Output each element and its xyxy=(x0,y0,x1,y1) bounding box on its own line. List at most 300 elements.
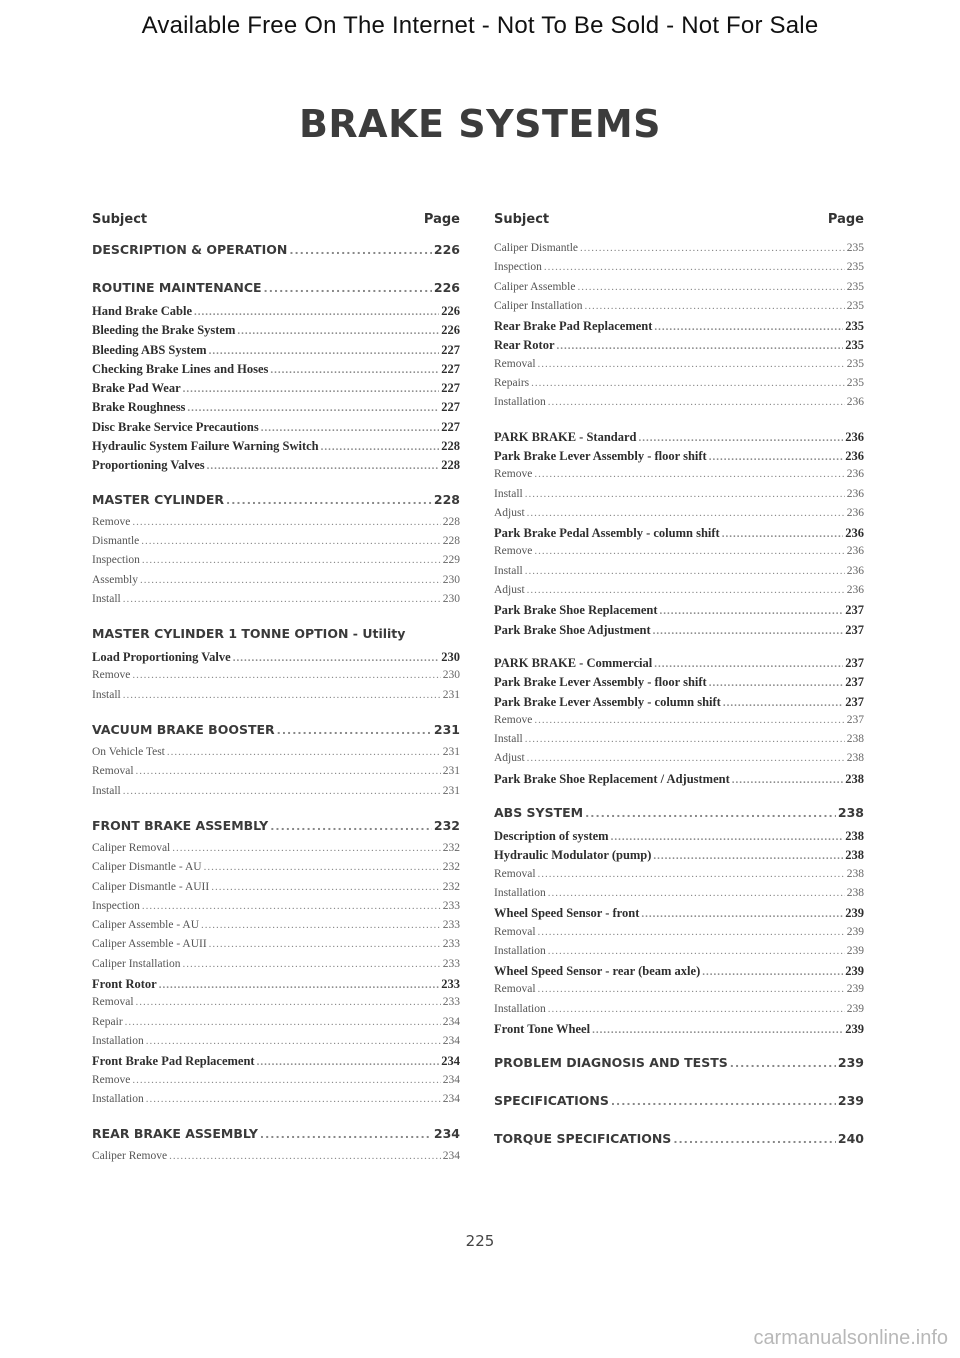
toc-entry-page: 228 xyxy=(433,491,460,507)
dot-leader xyxy=(592,1024,843,1036)
toc-entry xyxy=(92,458,460,477)
toc-entry xyxy=(494,887,864,906)
toc-entry-label: Caliper Removal xyxy=(92,841,171,854)
toc-section xyxy=(494,1093,864,1117)
toc-entry-page: 235 xyxy=(846,280,864,293)
toc-entry-page: 234 xyxy=(442,1034,460,1047)
toc-entry xyxy=(92,650,460,669)
toc-entry-page: 236 xyxy=(846,506,864,519)
toc-entry xyxy=(92,881,460,900)
dot-leader xyxy=(123,593,441,605)
dot-leader xyxy=(136,765,441,777)
dot-leader xyxy=(611,831,844,843)
site-watermark: carmanualsonline.info xyxy=(753,1327,948,1349)
toc-entry-label: Removal xyxy=(494,867,536,880)
dot-leader xyxy=(125,1016,441,1028)
toc-entry-label: Hydraulic Modulator (pump) xyxy=(494,848,652,863)
toc-entry xyxy=(494,675,864,694)
toc-entry-page: 234 xyxy=(433,1126,460,1142)
toc-entry xyxy=(494,848,864,867)
dot-leader xyxy=(538,983,845,995)
toc-entry-label: Caliper Assemble - AUII xyxy=(92,938,207,951)
toc-entry-label: Park Brake Shoe Adjustment xyxy=(494,622,651,637)
toc-entry xyxy=(92,280,460,304)
dot-leader xyxy=(207,460,440,472)
toc-entry-page: 233 xyxy=(442,957,460,970)
toc-entry-page: 236 xyxy=(846,584,864,597)
toc-entry-page: 238 xyxy=(846,752,864,765)
toc-entry xyxy=(494,468,864,487)
toc-entry xyxy=(494,868,864,887)
toc-entry xyxy=(494,772,864,791)
toc-entry-page: 237 xyxy=(845,675,864,690)
toc-entry-page: 230 xyxy=(442,573,460,586)
dot-leader xyxy=(204,861,441,873)
toc-entry-label: Installation xyxy=(92,1092,144,1105)
toc-entry xyxy=(92,343,460,362)
toc-entry xyxy=(92,400,460,419)
toc-entry-page: 229 xyxy=(442,554,460,567)
toc-entry-label: Installation xyxy=(494,944,546,957)
toc-entry xyxy=(92,381,460,400)
dot-leader xyxy=(641,908,843,920)
toc-entry-page: 228 xyxy=(442,515,460,528)
toc-entry-label: Checking Brake Lines and Hoses xyxy=(92,361,269,376)
toc-entry-label: Park Brake Shoe Replacement / Adjustment xyxy=(494,771,730,786)
dot-leader xyxy=(611,1095,836,1108)
page-heading: Page xyxy=(423,211,460,227)
dot-leader xyxy=(544,261,845,273)
toc-entry-label: Removal xyxy=(494,983,536,996)
toc-entry-page: 238 xyxy=(846,886,864,899)
toc-entry-label: Park Brake Pedal Assembly - column shift xyxy=(494,526,720,541)
toc-entry xyxy=(92,746,460,765)
dot-leader xyxy=(194,306,439,318)
toc-entry xyxy=(92,554,460,573)
toc-entry-page: 227 xyxy=(441,342,460,357)
toc-entry-label: PARK BRAKE - Commercial xyxy=(494,655,653,670)
toc-left-entries xyxy=(92,242,460,1169)
toc-entry xyxy=(92,669,460,688)
dot-leader xyxy=(183,383,440,395)
dot-leader xyxy=(548,887,845,899)
toc-entry-page: 239 xyxy=(845,1021,864,1036)
dot-leader xyxy=(142,900,441,912)
toc-section xyxy=(92,280,460,478)
toc-entry-page: 232 xyxy=(442,880,460,893)
toc-section xyxy=(494,1131,864,1155)
toc-entry-label: Park Brake Shoe Replacement xyxy=(494,603,658,618)
dot-leader xyxy=(557,340,844,352)
dot-leader xyxy=(548,945,845,957)
toc-entry-label: Install xyxy=(494,733,523,746)
toc-entry xyxy=(494,945,864,964)
toc-entry-label: Install xyxy=(92,592,121,605)
toc-entry-page: 235 xyxy=(846,357,864,370)
toc-entry-page: 234 xyxy=(441,1054,460,1069)
dot-leader xyxy=(584,300,844,312)
toc-entry xyxy=(92,516,460,535)
toc-entry-label: Install xyxy=(92,688,121,701)
toc-entry xyxy=(494,281,864,300)
toc-entry xyxy=(494,358,864,377)
dot-leader xyxy=(237,325,439,337)
toc-entry-page: 236 xyxy=(846,487,864,500)
toc-entry-label: Adjust xyxy=(494,584,525,597)
toc-section xyxy=(92,818,460,1112)
toc-entry-label: ROUTINE MAINTENANCE xyxy=(92,280,262,295)
toc-entry xyxy=(92,861,460,880)
toc-entry-label: Remove xyxy=(92,669,131,682)
toc-entry-page: 228 xyxy=(442,534,460,547)
toc-entry-label: Removal xyxy=(494,925,536,938)
toc-entry-page: 239 xyxy=(846,944,864,957)
column-header xyxy=(494,206,864,232)
toc-section xyxy=(494,242,864,416)
dot-leader xyxy=(723,697,843,709)
toc-entry-page: 235 xyxy=(846,261,864,274)
toc-entry-label: REAR BRAKE ASSEMBLY xyxy=(92,1126,258,1142)
toc-entry-label: Brake Roughness xyxy=(92,400,186,415)
toc-section xyxy=(92,626,460,708)
toc-entry xyxy=(494,926,864,945)
toc-entry-page: 233 xyxy=(441,977,460,992)
toc-entry xyxy=(92,593,460,612)
dot-leader xyxy=(167,746,441,758)
toc-entry xyxy=(494,964,864,983)
toc-entry xyxy=(494,829,864,848)
dot-leader xyxy=(146,1035,441,1047)
dot-leader xyxy=(538,358,845,370)
toc-entry-page: 238 xyxy=(845,771,864,786)
toc-entry-page: 226 xyxy=(433,242,460,257)
toc-entry xyxy=(494,695,864,714)
dot-leader xyxy=(527,507,845,519)
dot-leader xyxy=(289,244,432,257)
dot-leader xyxy=(580,242,845,254)
toc-entry-label: Caliper Dismantle - AUII xyxy=(92,880,210,893)
toc-entry-label: Disc Brake Service Precautions xyxy=(92,419,259,434)
page-heading: Page xyxy=(827,211,864,227)
toc-entry-page: 236 xyxy=(845,448,864,463)
toc-entry-label: Adjust xyxy=(494,752,525,765)
toc-entry-label: MASTER CYLINDER xyxy=(92,491,225,507)
dot-leader xyxy=(660,605,844,617)
dot-leader xyxy=(142,554,441,566)
toc-entry-page: 230 xyxy=(442,592,460,605)
toc-entry-page: 227 xyxy=(441,419,460,434)
dot-leader xyxy=(577,281,844,293)
toc-entry-label: Park Brake Lever Assembly - floor shift xyxy=(494,448,707,463)
toc-entry-label: DESCRIPTION & OPERATION xyxy=(92,242,288,257)
toc-entry-label: Hydraulic System Failure Warning Switch xyxy=(92,439,319,454)
toc-entry-page: 236 xyxy=(846,545,864,558)
dot-leader xyxy=(211,881,441,893)
toc-entry-label: Installation xyxy=(494,886,546,899)
page-header-notice: Available Free On The Internet - Not To Be Sold - Not For Sale xyxy=(141,12,819,39)
toc-entry-label: TORQUE SPECIFICATIONS xyxy=(494,1131,672,1147)
toc-entry-label: Rear Brake Pad Replacement xyxy=(494,319,653,334)
toc-entry-label: Caliper Installation xyxy=(92,957,181,970)
toc-entry xyxy=(92,535,460,554)
toc-entry xyxy=(92,818,460,842)
toc-entry-page: 231 xyxy=(442,765,460,778)
toc-entry-label: Caliper Assemble xyxy=(494,280,576,293)
dot-leader xyxy=(585,807,836,820)
toc-entry-label: Adjust xyxy=(494,506,525,519)
dot-leader xyxy=(233,652,440,664)
toc-entry xyxy=(494,584,864,603)
toc-entry-page: 233 xyxy=(442,996,460,1009)
toc-entry-page: 232 xyxy=(442,841,460,854)
dot-leader xyxy=(141,535,440,547)
toc-entry-label: Front Rotor xyxy=(92,977,157,992)
toc-entry xyxy=(494,430,864,449)
toc-entry-page: 227 xyxy=(441,400,460,415)
toc-entry xyxy=(92,1016,460,1035)
toc-entry xyxy=(92,420,460,439)
toc-entry-page: 234 xyxy=(442,1073,460,1086)
dot-leader xyxy=(653,625,844,637)
dot-leader xyxy=(132,669,440,681)
toc-entry-label: Rear Rotor xyxy=(494,338,555,353)
toc-entry-page: 228 xyxy=(441,458,460,473)
toc-entry-page: 234 xyxy=(442,1015,460,1028)
toc-entry-page: 237 xyxy=(845,622,864,637)
toc-entry-label: FRONT BRAKE ASSEMBLY xyxy=(92,817,269,833)
toc-entry xyxy=(494,805,864,829)
toc-entry-label: Wheel Speed Sensor - rear (beam axle) xyxy=(494,964,701,979)
toc-entry-label: Repair xyxy=(92,1015,123,1028)
dot-leader xyxy=(132,516,440,528)
toc-entry-label: Wheel Speed Sensor - front xyxy=(494,906,640,921)
dot-leader xyxy=(534,714,844,726)
dot-leader xyxy=(730,1057,836,1070)
toc-entry xyxy=(494,603,864,622)
toc-entry-label: Dismantle xyxy=(92,534,140,547)
dot-leader xyxy=(534,545,844,557)
dot-leader xyxy=(172,842,441,854)
toc-entry xyxy=(494,733,864,752)
dot-leader xyxy=(673,1133,836,1146)
toc-entry xyxy=(494,1055,864,1079)
toc-entry-label: Park Brake Lever Assembly - column shift xyxy=(494,694,721,709)
toc-entry xyxy=(92,1126,460,1150)
toc-entry-page: 235 xyxy=(845,319,864,334)
toc-entry-page: 231 xyxy=(433,722,460,738)
dot-leader xyxy=(132,1074,440,1086)
dot-leader xyxy=(654,321,843,333)
subject-heading: Subject xyxy=(494,211,550,227)
toc-entry-label: PARK BRAKE - Standard xyxy=(494,429,637,444)
toc-entry xyxy=(92,362,460,381)
toc-column-right xyxy=(494,206,864,1169)
dot-leader xyxy=(123,689,441,701)
toc-entry-label: Installation xyxy=(494,1002,546,1015)
subject-heading: Subject xyxy=(92,211,148,227)
dot-leader xyxy=(525,733,845,745)
toc-entry-label: Caliper Dismantle - AU xyxy=(92,861,202,874)
toc-entry-label: PROBLEM DIAGNOSIS AND TESTS xyxy=(494,1055,728,1071)
dot-leader xyxy=(182,958,440,970)
dot-leader xyxy=(257,1056,440,1068)
toc-entry-page: 227 xyxy=(441,381,460,396)
dot-leader xyxy=(136,996,441,1008)
toc-entry-label: ABS SYSTEM xyxy=(494,805,584,821)
toc-entry xyxy=(92,304,460,323)
toc-entry-page: 238 xyxy=(845,829,864,844)
toc-entry-page: 233 xyxy=(442,899,460,912)
dot-leader xyxy=(732,774,844,786)
dot-leader xyxy=(709,677,844,689)
toc-entry xyxy=(92,492,460,516)
toc-entry-label: MASTER CYLINDER 1 TONNE OPTION - Utility xyxy=(92,626,406,642)
dot-leader xyxy=(702,966,843,978)
toc-entry-page: 238 xyxy=(846,733,864,746)
dot-leader xyxy=(140,574,441,586)
toc-entry-label: Install xyxy=(494,487,523,500)
toc-entry-page: 235 xyxy=(846,377,864,390)
toc-entry-page: 230 xyxy=(441,650,460,665)
toc-entry xyxy=(494,242,864,261)
column-header xyxy=(92,206,460,232)
toc-entry xyxy=(92,323,460,342)
dot-leader xyxy=(226,494,432,507)
dot-leader xyxy=(270,820,432,833)
toc-entry xyxy=(92,689,460,708)
toc-entry-page: 238 xyxy=(837,805,864,821)
toc-entry xyxy=(92,439,460,458)
toc-entry xyxy=(494,906,864,925)
toc-entry-page: 239 xyxy=(837,1055,864,1071)
toc-entry-label: Brake Pad Wear xyxy=(92,381,181,396)
toc-entry-label: Install xyxy=(92,784,121,797)
toc-entry-page: 237 xyxy=(845,694,864,709)
toc-entry-page: 235 xyxy=(846,299,864,312)
toc-entry-page: 233 xyxy=(442,919,460,932)
toc-section xyxy=(92,492,460,612)
dot-leader xyxy=(525,565,845,577)
toc-entry-page: 235 xyxy=(845,338,864,353)
toc-entry-label: Caliper Installation xyxy=(494,299,583,312)
dot-leader xyxy=(639,432,844,444)
dot-leader xyxy=(527,752,845,764)
toc-entry xyxy=(494,983,864,1002)
toc-entry-label: Park Brake Lever Assembly - floor shift xyxy=(494,675,707,690)
toc-entry-page: 237 xyxy=(846,713,864,726)
toc-entry-label: Remove xyxy=(494,713,533,726)
toc-entry xyxy=(92,1074,460,1093)
toc-entry xyxy=(92,1093,460,1112)
toc-section xyxy=(494,1055,864,1079)
toc-entry-page: 236 xyxy=(845,526,864,541)
toc-entry-label: Caliper Dismantle xyxy=(494,242,578,254)
dot-leader xyxy=(146,1093,441,1105)
toc-entry xyxy=(494,1022,864,1041)
dot-leader xyxy=(159,979,440,991)
toc-entry xyxy=(494,449,864,468)
toc-entry-label: VACUUM BRAKE BOOSTER xyxy=(92,722,275,738)
toc-entry-label: Installation xyxy=(92,1034,144,1047)
toc-entry xyxy=(494,300,864,319)
toc-entry-label: Repairs xyxy=(494,377,530,390)
toc-entry-page: 239 xyxy=(845,906,864,921)
toc-entry-page: 226 xyxy=(441,323,460,338)
dot-leader xyxy=(201,919,441,931)
toc-entry-label: Inspection xyxy=(494,261,542,274)
toc-entry xyxy=(92,785,460,804)
toc-entry xyxy=(92,765,460,784)
dot-leader xyxy=(722,528,844,540)
toc-entry xyxy=(92,722,460,746)
toc-entry-page: 235 xyxy=(846,242,864,254)
toc-entry-label: Inspection xyxy=(92,899,140,912)
dot-leader xyxy=(527,584,845,596)
dot-leader xyxy=(209,938,441,950)
toc-entry-page: 231 xyxy=(442,784,460,797)
toc-entry xyxy=(92,977,460,996)
toc-entry xyxy=(92,919,460,938)
dot-leader xyxy=(654,658,843,670)
toc-entry xyxy=(494,377,864,396)
toc-entry xyxy=(92,958,460,977)
toc-entry xyxy=(494,319,864,338)
toc-entry xyxy=(92,626,460,650)
toc-entry-page: 239 xyxy=(846,1002,864,1015)
dot-leader xyxy=(169,1150,441,1162)
toc-entry xyxy=(494,714,864,733)
dot-leader xyxy=(525,488,845,500)
toc-entry xyxy=(494,623,864,642)
dot-leader xyxy=(548,1003,845,1015)
toc-entry-page: 237 xyxy=(845,655,864,670)
toc-entry-page: 236 xyxy=(846,564,864,577)
toc-entry-label: Bleeding the Brake System xyxy=(92,323,236,338)
toc-entry xyxy=(494,1003,864,1022)
page-number: 225 xyxy=(465,1232,495,1250)
toc-entry-page: 238 xyxy=(846,867,864,880)
dot-leader xyxy=(709,451,844,463)
toc-right-entries xyxy=(494,242,864,1155)
toc-section xyxy=(92,722,460,804)
toc-entry xyxy=(92,938,460,957)
toc-section xyxy=(494,430,864,642)
toc-entry xyxy=(494,565,864,584)
toc-entry-page: 239 xyxy=(837,1093,864,1109)
dot-leader xyxy=(531,377,845,389)
toc-entry-label: SPECIFICATIONS xyxy=(494,1093,609,1109)
toc-entry-label: Install xyxy=(494,564,523,577)
toc-entry-label: Remove xyxy=(494,545,533,558)
toc-entry xyxy=(494,1131,864,1155)
toc-column-left xyxy=(92,206,460,1183)
toc-entry-label: Description of system xyxy=(494,829,609,844)
toc-entry-page: 236 xyxy=(846,396,864,409)
toc-entry-page: 236 xyxy=(846,468,864,481)
dot-leader xyxy=(123,785,441,797)
toc-section xyxy=(92,1126,460,1169)
toc-entry-label: Installation xyxy=(494,396,546,409)
dot-leader xyxy=(187,402,439,414)
toc-entry-page: 226 xyxy=(433,280,460,295)
toc-entry xyxy=(494,338,864,357)
toc-section xyxy=(92,242,460,266)
toc-entry xyxy=(92,1054,460,1073)
toc-entry xyxy=(92,996,460,1015)
dot-leader xyxy=(534,468,844,480)
dot-leader xyxy=(538,926,845,938)
toc-entry xyxy=(494,1093,864,1117)
